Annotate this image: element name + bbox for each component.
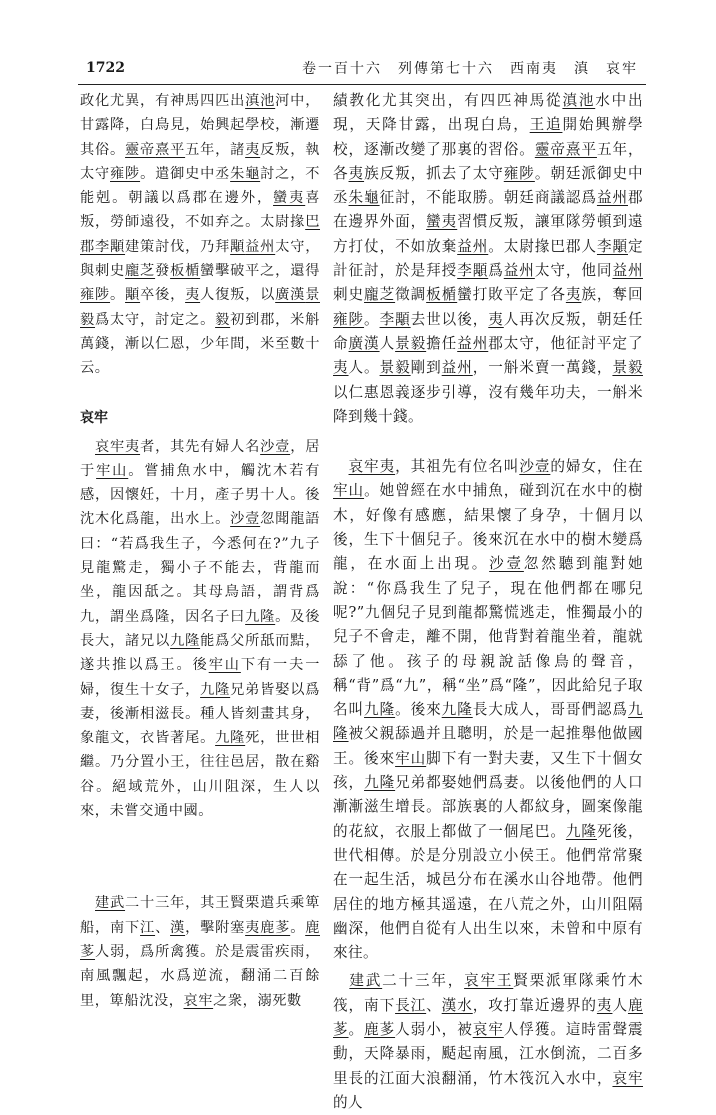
proper-noun: 滇池	[245, 93, 276, 109]
text-run: 忽聞龍語曰：“若爲我生子，今悉何在?”九子見龍驚走，獨小子不能去，背龍而坐，龍因舐之。其母鳥語，謂背爲九，謂坐爲隆，因名子曰	[80, 511, 320, 625]
proper-noun: 沙壹	[489, 555, 524, 573]
text-run: 建策討伐，乃拜	[125, 238, 231, 255]
proper-noun: 熹平	[155, 141, 186, 158]
proper-noun: 益州	[457, 237, 489, 255]
proper-noun: 朱龜	[230, 165, 261, 182]
text-run: 政化尤異，有神馬四匹出	[80, 93, 246, 109]
text-run: 能爲父所舐而黠，遂共推以爲王。後	[80, 632, 320, 674]
text-run: 者，其先有婦人名	[140, 438, 261, 455]
text-run: 死，世世相繼。乃分置小王，往往邑居，散在谿谷。絕域荒外，山川阻深，生人以來，未嘗交通中國。	[80, 730, 320, 820]
proper-noun: 江	[140, 919, 156, 936]
text-run: 反叛，執太守	[80, 141, 320, 182]
text-run: 卒後，	[140, 287, 186, 304]
proper-noun: 夷	[185, 287, 201, 304]
text-run: 兄弟都娶她們爲妻。以後他們的人口漸漸滋生增長。部族裏的人都紋身，圖案像龍的花紋，衣服上都做了一個尾巴。	[333, 774, 643, 840]
text-run: 人再次反叛，朝廷任命	[333, 310, 643, 352]
text-run: 定計征討，於是拜授	[333, 237, 643, 280]
proper-noun: 李顒	[95, 238, 126, 255]
text-run: 人。	[348, 359, 380, 377]
text-run: 擔任	[426, 334, 458, 352]
proper-noun: 九隆	[364, 701, 396, 719]
text-run: 忽然聽到龍對她說：“你爲我生了兒子，現在他們都在哪兒呢?”九個兒子見到龍都驚慌逃走，惟獨最小的兒子不會走，離不開，他背對着龍坐着，龍就舔了他。孩子的母親說話像鳥的聲音，稱“背”爲“九”，稱“坐”爲“隆”，因此給兒子取名叫	[333, 555, 643, 719]
proper-noun: 鹿茤	[333, 996, 643, 1038]
text-run: 喜叛，勞師遠役，不如弃之。太尉掾	[80, 190, 320, 231]
proper-noun: 鹿茤	[80, 919, 320, 960]
text-run: 征討，不能取勝。朝廷商議認爲	[379, 189, 597, 207]
proper-noun: 夷	[245, 919, 261, 936]
text-run: 二十三年，其王賢栗遣兵乘箄船，南下	[80, 895, 320, 936]
proper-noun: 益州	[245, 238, 276, 255]
proper-noun: 雍陟	[333, 310, 365, 328]
text-run: 、	[426, 996, 442, 1014]
page-number: 1722	[86, 60, 125, 76]
proper-noun: 板楯	[426, 286, 458, 304]
proper-noun: 九隆	[565, 822, 597, 840]
text-run: 的人	[333, 1093, 363, 1111]
proper-noun: 哀牢王	[464, 972, 514, 990]
text-run: 太守，他同	[534, 262, 613, 280]
text-run: 剛到	[410, 359, 442, 377]
text-run: 人	[612, 996, 628, 1014]
translation-paragraph-1	[333, 89, 643, 429]
text-run: 人俘獲。這時雷聲震動，天降暴雨，颳起南風，江水倒流，二百多里長的江面大浪翻涌，竹木筏沉入水中，	[333, 1020, 643, 1087]
text-run: 人復叛，以	[200, 287, 276, 304]
text-run: 。嘗捕魚水中，觸沈木若有感，因懷妊，十月，產子男十人。後沈木化爲龍，出水上。	[80, 462, 320, 528]
proper-noun: 夷	[348, 164, 365, 182]
text-run: 發	[155, 263, 171, 280]
proper-noun: 毅	[215, 311, 231, 328]
classical-paragraph-3	[80, 891, 320, 1012]
text-run: 刺史	[333, 286, 365, 304]
text-run: 爲太守，討定之。	[95, 311, 216, 328]
proper-noun: 長江	[395, 996, 427, 1014]
text-run: 五年，各	[333, 140, 643, 182]
proper-noun: 牢山	[96, 462, 129, 479]
proper-noun: 蠻夷	[426, 213, 458, 231]
proper-noun: 漢	[170, 919, 186, 936]
section-heading: 哀牢	[80, 409, 108, 426]
proper-noun: 鹿茤	[364, 1020, 396, 1038]
text-run: 太守，與刺史	[80, 238, 320, 280]
text-run: 五年，諸	[185, 141, 246, 158]
text-run: 人弱小，被	[395, 1020, 473, 1038]
proper-noun: 益州	[441, 359, 473, 377]
proper-noun: 巴郡	[80, 214, 320, 255]
text-run: 下有一夫一婦，復生十女子，	[80, 657, 320, 698]
text-run: 徵調	[395, 286, 427, 304]
proper-noun: 牢山	[395, 749, 427, 767]
running-title: 卷一百十六 列傳第七十六 西南夷 滇 哀牢	[302, 61, 638, 77]
text-run: 二十三年，	[382, 972, 465, 990]
proper-noun: 哀牢	[612, 1069, 643, 1087]
translation-paragraph-2	[333, 455, 643, 965]
text-run: 。	[364, 310, 380, 328]
classical-paragraph-2	[80, 435, 320, 824]
proper-noun: 靈帝	[534, 140, 566, 158]
proper-noun: 雍陟	[503, 164, 535, 182]
text-run: 討之，不能剋。朝議以爲郡在邊外，	[80, 165, 320, 207]
text-run: 。她曾經在水中捕魚，碰到沉在水中的樹木，好像有感應，結果懷了身孕，十個月以後，生下十個兒子。後來沉在水中的樹木變爲龍，在水面上出現。	[333, 482, 643, 573]
text-run	[80, 439, 95, 455]
text-run: 習慣反叛，讓軍隊勞頓到遠方打仗，不如放棄	[333, 213, 643, 255]
text-run: 以仁惠恩義逐步引導，沒有幾年功夫，一斛米降到幾十錢。	[333, 383, 643, 425]
proper-noun: 李顒	[457, 262, 489, 280]
proper-noun: 九隆	[333, 701, 643, 743]
proper-noun: 顒	[230, 238, 246, 255]
proper-noun: 夷	[245, 141, 261, 158]
text-run: 。	[348, 1020, 365, 1038]
text-run: ，一斛米賣一萬錢，	[472, 359, 613, 377]
proper-noun: 景毅	[612, 359, 643, 377]
proper-noun: 王追	[529, 116, 563, 134]
text-run: 開始興辦學校，逐漸改變了那裏的習俗。	[333, 116, 643, 158]
proper-noun: 哀牢夷	[348, 458, 396, 476]
proper-noun: 建武	[349, 972, 383, 990]
proper-noun: 龐芝	[125, 263, 156, 280]
proper-noun: 顒	[125, 287, 141, 304]
text-run: 。太尉掾巴郡人	[488, 237, 597, 255]
text-run: 賢栗派軍隊乘竹木筏，南下	[333, 972, 643, 1014]
proper-noun: 九隆	[245, 608, 276, 625]
text-run: 河中，甘露降，白鳥見，始興起學校，漸遷其俗。	[80, 93, 320, 158]
text-run: 去世以後，	[410, 310, 489, 328]
proper-noun: 益州	[503, 262, 535, 280]
text-run: ，擊附塞	[185, 919, 246, 936]
text-run: 初到郡，米斛萬錢，漸以仁恩，少年間，米至數十云。	[80, 311, 320, 377]
page-header	[78, 54, 646, 80]
text-run: 、	[155, 919, 171, 936]
text-run: 水中出現，天降甘露，出現白鳥，	[333, 92, 643, 134]
text-run: 郡太守，他征討平定了	[488, 334, 643, 352]
proper-noun: 雍陟	[110, 165, 141, 182]
proper-noun: 益州	[612, 262, 643, 280]
text-run: 。遣御史中丞	[140, 165, 231, 182]
text-run: 蠻打敗平定了各	[457, 286, 566, 304]
text-run: ，攻打靠近邊界的	[472, 996, 597, 1014]
proper-noun: 李顒	[379, 310, 411, 328]
text-run: 爲	[488, 262, 504, 280]
proper-noun: 九隆	[364, 774, 396, 792]
text-run: 。後來	[395, 701, 442, 719]
proper-noun: 鹿茤	[260, 919, 291, 936]
text-run: 人弱，爲所禽獲。於是震雷疾雨，南風飄起，水爲逆流，翻涌二百餘里，箄船沈没，	[80, 943, 320, 1009]
text-run: ，居于	[80, 438, 320, 479]
proper-noun: 益州	[596, 189, 628, 207]
proper-noun: 滇池	[562, 92, 596, 109]
text-run	[333, 458, 349, 475]
proper-noun: 沙壹	[260, 438, 291, 455]
proper-noun: 九隆	[441, 701, 473, 719]
proper-noun: 哀牢夷	[95, 438, 141, 455]
text-run: 兄弟皆娶以爲妻，後漸相滋長。種人皆刻畫其身，象龍文，衣皆著尾。	[80, 681, 320, 747]
text-run: 。	[110, 287, 126, 304]
proper-noun: 夷	[333, 359, 349, 377]
classical-paragraph-1	[80, 89, 320, 381]
proper-noun: 李顒	[596, 237, 628, 255]
text-run: 族反叛，抓去了太守	[364, 164, 504, 182]
proper-noun: 九隆	[200, 681, 231, 698]
classical-text-column	[80, 88, 320, 1009]
text-run	[333, 972, 349, 989]
proper-noun: 夷	[565, 286, 582, 304]
text-run: 。	[290, 919, 306, 936]
text-run: 績教化尤其突出，有四匹神馬從	[333, 92, 563, 109]
proper-noun: 牢山	[333, 482, 365, 500]
header-rule	[78, 84, 646, 85]
proper-noun: 景毅	[395, 334, 427, 352]
proper-noun: 板楯	[170, 263, 201, 280]
proper-noun: 九隆	[170, 632, 201, 649]
proper-noun: 哀牢	[183, 992, 214, 1009]
proper-noun: 廣漢	[275, 287, 306, 304]
proper-noun: 蠻夷	[273, 190, 306, 207]
proper-noun: 益州	[457, 334, 489, 352]
proper-noun: 熹平	[565, 140, 597, 158]
proper-noun: 龐芝	[364, 286, 396, 304]
proper-noun: 靈帝	[125, 141, 156, 158]
text-run: 脚下有一對夫妻，又生下十個女孩，	[333, 749, 643, 792]
proper-noun: 廣漢	[348, 334, 380, 352]
proper-noun: 沙壹	[519, 458, 551, 476]
proper-noun: 哀牢	[472, 1020, 504, 1038]
proper-noun: 沙壹	[230, 511, 261, 528]
proper-noun: 牢山	[208, 657, 241, 674]
text-run: 郡在邊界外面，	[333, 189, 643, 231]
proper-noun: 雍陟	[80, 287, 111, 304]
proper-noun: 景毅	[80, 287, 320, 328]
text-run: 。及後長大，諸兄以	[80, 608, 320, 649]
translation-paragraph-3	[333, 969, 643, 1115]
text-run: 的婦女，住在	[550, 458, 643, 476]
text-run: 。朝廷派御史中丞	[333, 164, 643, 207]
text-run: 人	[379, 334, 396, 352]
proper-noun: 建武	[95, 895, 126, 912]
proper-noun: 夷	[488, 310, 504, 328]
text-run: ，其祖先有位名叫	[395, 458, 520, 476]
proper-noun: 朱龜	[348, 189, 380, 207]
proper-noun: 景毅	[379, 359, 411, 377]
proper-noun: 夷	[596, 996, 613, 1014]
text-run: 被父親舔過并且聰明，於是一起推舉他做國王。後來	[333, 725, 643, 767]
proper-noun: 九隆	[215, 730, 246, 747]
text-run: 族，奪回	[581, 286, 643, 304]
text-run: 蠻擊破平之，還得	[200, 263, 320, 280]
text-run: 之衆，溺死數	[213, 992, 302, 1009]
translation-column	[333, 88, 643, 1111]
proper-noun: 漢水	[441, 996, 473, 1014]
text-run	[80, 895, 95, 911]
text-run: 長大成人，哥哥們認爲	[472, 701, 628, 719]
text-run: 死後，世代相傳。於是分別設立小侯王。他們常常聚在一起生活，城邑分布在溪水山谷地帶。他們居住的地方極其遥遠，在八荒之外，山川阻隔幽深，他們自從有人出生以來，未曾和中原有來往。	[333, 822, 643, 962]
